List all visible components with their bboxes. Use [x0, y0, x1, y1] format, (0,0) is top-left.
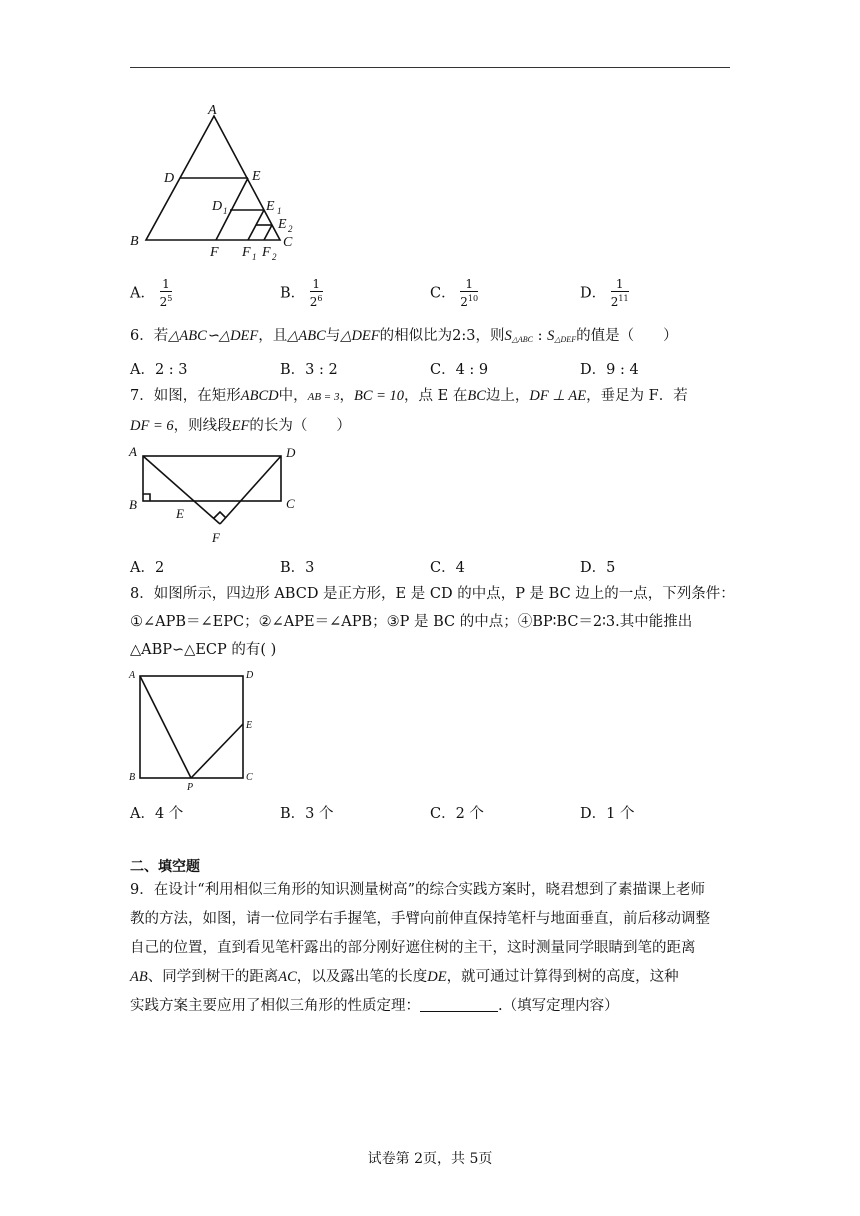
q7-label-A: A: [129, 444, 137, 459]
q5-label-D1: D: [212, 199, 223, 214]
q8-square-figure: [126, 664, 266, 794]
q8-question-line-1: 8．如图所示，四边形 ABCD 是正方形，E 是 CD 的中点，P 是 BC 边上的一点，下列条件：: [130, 586, 735, 602]
q8-label-A: A: [129, 670, 136, 681]
q9-answer-blank[interactable]: [420, 997, 498, 1012]
q6-option-c[interactable]: C．4 : 9: [430, 362, 489, 378]
q7-option-b[interactable]: B．3: [280, 560, 315, 576]
q5-label-E1: E: [266, 199, 275, 214]
q9-question-line-2: 教的方法，如图，请一位同学右手握笔，手臂向前伸直保持笔杆与地面垂直，前后移动调整: [130, 911, 710, 927]
q5-label-F: F: [210, 245, 219, 260]
q5-option-c[interactable]: C． $\frac{1}{2^{10}}$: [430, 277, 479, 309]
q7-label-E: E: [176, 506, 184, 521]
q8-option-a[interactable]: A．4 个: [130, 806, 184, 822]
q5-label-E2: E: [278, 217, 287, 232]
q6-option-a[interactable]: A．2 : 3: [130, 362, 188, 378]
q8-label-E: E: [246, 720, 253, 731]
q8-label-C: C: [246, 772, 253, 783]
q8-option-b[interactable]: B．3 个: [280, 806, 334, 822]
q8-label-P: P: [187, 782, 194, 793]
q9-question-line-5: 实践方案主要应用了相似三角形的性质定理： .（填写定理内容）: [130, 998, 619, 1014]
q5-label-F2: F: [262, 245, 271, 260]
q5-label-A: A: [208, 103, 217, 118]
q7-question-line-2: DF = 6，则线段EF的长为（ ）: [130, 418, 351, 434]
q9-question-line-3: 自己的位置，直到看见笔杆露出的部分刚好遮住树的主干，这时测量同学眼睛到笔的距离: [130, 940, 696, 956]
q5-label-E: E: [252, 169, 261, 184]
q7-label-D: D: [286, 445, 296, 460]
q5-option-c-fraction: $\frac{1}{2^{10}}$: [460, 277, 479, 309]
q5-label-B: B: [130, 234, 139, 249]
q5-option-a[interactable]: A． $\frac{1}{2^5}$: [130, 277, 173, 309]
q9-question-line-4: AB、同学到树干的距离AC，以及露出笔的长度DE，就可通过计算得到树的高度，这种: [130, 969, 679, 985]
q6-option-b[interactable]: B．3 : 2: [280, 362, 338, 378]
q7-rectangle-figure: [126, 442, 316, 546]
q5-label-C: C: [283, 235, 293, 250]
q6-question: 6．若△ABC∽△DEF，且△ABC与△DEF的相似比为2:3，则$S_{\triangle ABC}$ : $S_{\triangle DEF}$的值是（ ）: [130, 328, 678, 344]
q7-question-line-1: 7．如图，在矩形ABCD中，AB = 3，BC = 10，点 E 在BC边上，DF ⊥ AE，垂足为 F．若: [130, 388, 688, 404]
q5-label-D: D: [164, 171, 175, 186]
q8-question-line-3: △ABP∽△ECP 的有( ): [130, 642, 277, 658]
page-footer: 试卷第 2页，共 5页: [367, 1151, 493, 1167]
q5-option-b[interactable]: B． $\frac{1}{2^6}$: [280, 277, 323, 309]
q8-label-B: B: [129, 772, 136, 783]
q5-label-E1-sub: 1: [277, 206, 282, 216]
q5-label-D1-sub: 1: [223, 206, 228, 216]
q7-label-C: C: [286, 496, 295, 511]
q7-option-d[interactable]: D．5: [580, 560, 616, 576]
q5-label-E2-sub: 2: [288, 224, 293, 234]
q7-option-a[interactable]: A．2: [130, 560, 165, 576]
q5-option-b-fraction: $\frac{1}{2^6}$: [309, 277, 323, 309]
header-rule: [130, 67, 730, 68]
q5-option-d[interactable]: D． $\frac{1}{2^{11}}$: [580, 277, 629, 309]
q7-label-F: F: [212, 530, 220, 545]
q5-option-a-fraction: $\frac{1}{2^5}$: [159, 277, 173, 309]
q7-label-B: B: [129, 497, 137, 512]
q5-label-F2-sub: 2: [272, 252, 277, 262]
q5-triangle-figure: [128, 100, 308, 265]
q8-option-d[interactable]: D．1 个: [580, 806, 635, 822]
q5-option-d-fraction: $\frac{1}{2^{11}}$: [610, 277, 629, 309]
q9-question-line-1: 9．在设计“利用相似三角形的知识测量树高”的综合实践方案时，晓君想到了素描课上老师: [130, 882, 706, 898]
q8-question-line-2: ①∠APB＝∠EPC；②∠APE＝∠APB；③P 是 BC 的中点；④BP∶BC＝2∶3.其中能推出: [130, 614, 693, 630]
q6-option-d[interactable]: D．9 : 4: [580, 362, 639, 378]
section-heading-fill-in: 二、填空题: [130, 859, 200, 875]
q8-label-D: D: [246, 670, 254, 681]
q8-option-c[interactable]: C．2 个: [430, 806, 484, 822]
q5-label-F1: F: [242, 245, 251, 260]
q5-label-F1-sub: 1: [252, 252, 257, 262]
q7-option-c[interactable]: C．4: [430, 560, 465, 576]
